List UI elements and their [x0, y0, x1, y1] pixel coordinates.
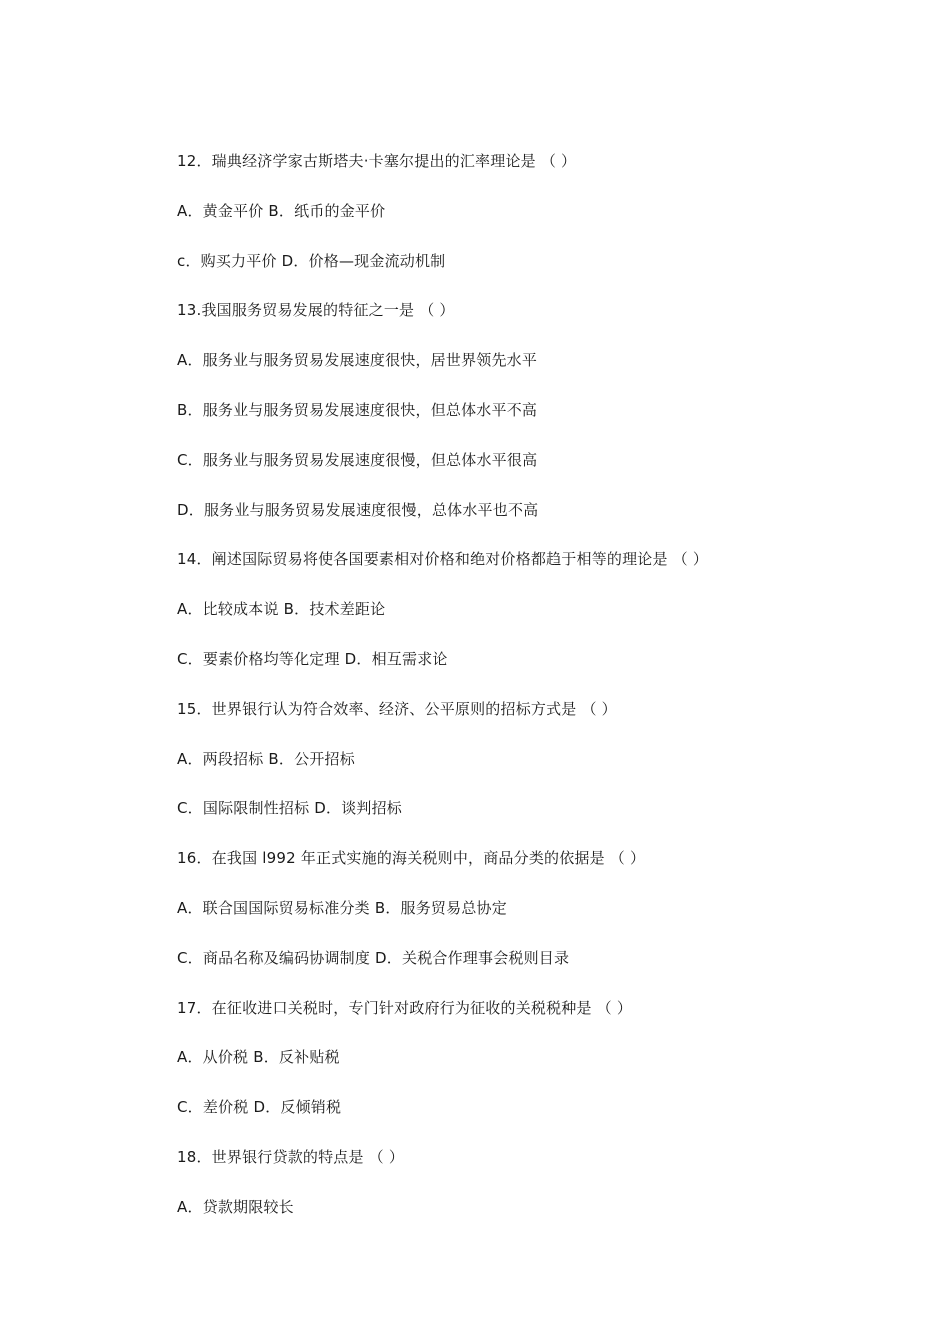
question-14-stem: 14．阐述国际贸易将使各国要素相对价格和绝对价格都趋于相等的理论是 （ ） — [177, 550, 709, 569]
question-18-option-a: A．贷款期限较长 — [177, 1197, 294, 1216]
question-13-option-b: B．服务业与服务贸易发展速度很快，但总体水平不高 — [177, 400, 538, 419]
question-14-options-ab: A．比较成本说 B．技术差距论 — [177, 600, 386, 619]
question-12-stem: 12．瑞典经济学家古斯塔夫·卡塞尔提出的汇率理论是 （ ） — [177, 152, 577, 170]
question-17-stem: 17．在征收进口关税时，专门针对政府行为征收的关税税种是 （ ） — [177, 998, 633, 1017]
question-13-option-c: C．服务业与服务贸易发展速度很慢，但总体水平很高 — [177, 450, 538, 469]
question-17-options-ab: A．从价税 B．反补贴税 — [177, 1048, 340, 1067]
question-16-stem: 16．在我国 l992 年正式实施的海关税则中，商品分类的依据是 （ ） — [177, 849, 646, 868]
question-15-stem: 15．世界银行认为符合效率、经济、公平原则的招标方式是 （ ） — [177, 699, 617, 718]
question-13-stem: 13.我国服务贸易发展的特征之一是 （ ） — [177, 301, 455, 320]
question-14-options-cd: C．要素价格均等化定理 D．相互需求论 — [177, 649, 448, 668]
question-15-options-ab: A．两段招标 B．公开招标 — [177, 749, 355, 768]
question-list — [177, 149, 877, 1245]
question-12-options-cd: c．购买力平价 D．价格—现金流动机制 — [177, 251, 446, 270]
question-15-options-cd: C．国际限制性招标 D．谈判招标 — [177, 799, 402, 818]
question-18-stem: 18．世界银行贷款的特点是 （ ） — [177, 1147, 405, 1166]
question-12-options-ab: A．黄金平价 B．纸币的金平价 — [177, 201, 386, 220]
question-17-options-cd: C．差价税 D．反倾销税 — [177, 1098, 342, 1117]
question-16-options-cd: C．商品名称及编码协调制度 D．关税合作理事会税则目录 — [177, 948, 570, 967]
question-13-option-d: D．服务业与服务贸易发展速度很慢，总体水平也不高 — [177, 500, 539, 519]
question-16-options-ab: A．联合国国际贸易标准分类 B．服务贸易总协定 — [177, 898, 507, 917]
question-13-option-a: A．服务业与服务贸易发展速度很快，居世界领先水平 — [177, 351, 538, 370]
